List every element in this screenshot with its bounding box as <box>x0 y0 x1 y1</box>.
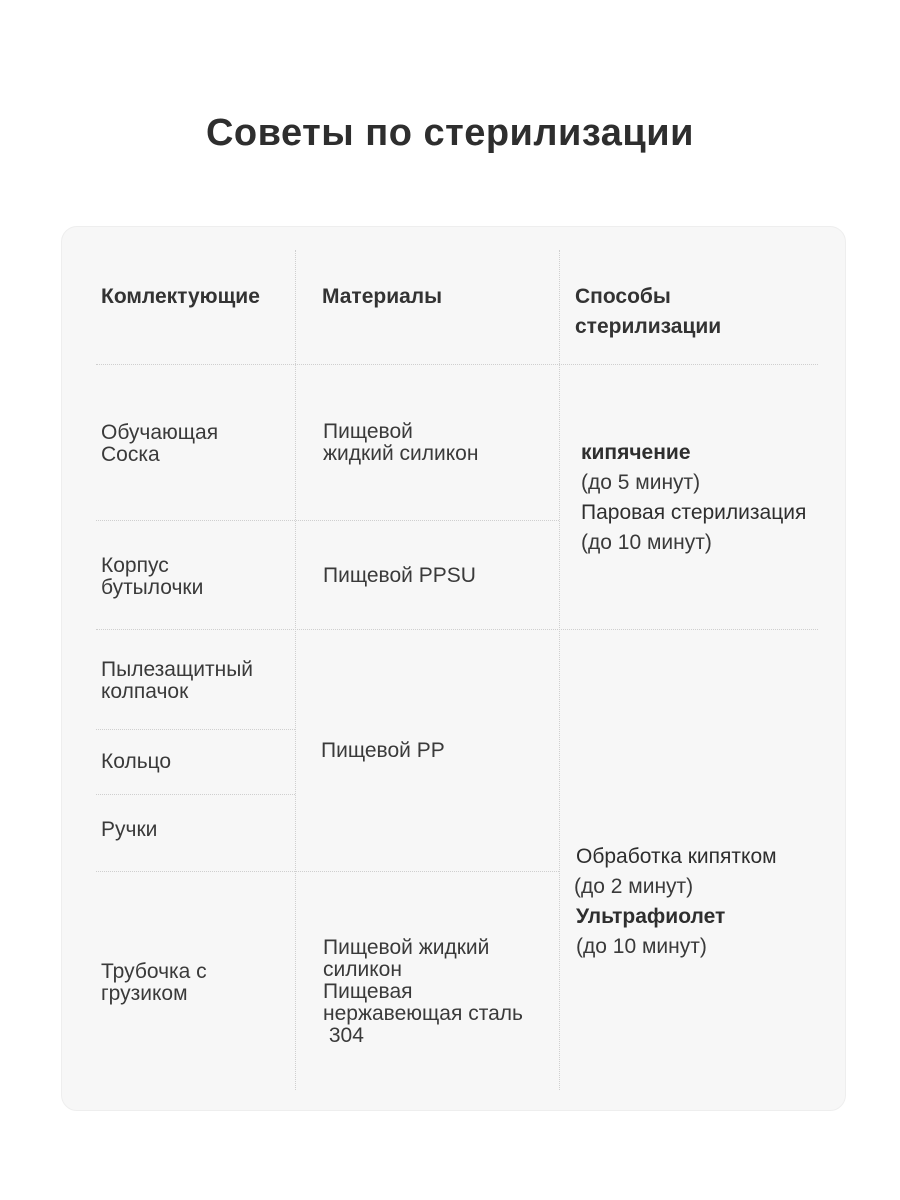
column-divider <box>295 250 296 1090</box>
component-straw-weight: Трубочка с грузиком <box>101 960 207 1005</box>
row-divider <box>96 364 818 365</box>
component-bottle-body: Корпус бутылочки <box>101 554 204 599</box>
material-ppsu: Пищевой PPSU <box>323 564 476 587</box>
material-liquid-silicone: Пищевой жидкий силикон <box>323 420 479 465</box>
material-silicone-steel: Пищевой жидкий силикон Пищевая нержавеющая сталь 304 <box>323 936 523 1047</box>
component-dust-cap: Пылезащитный колпачок <box>101 658 254 703</box>
header-materials: Материалы <box>322 285 443 308</box>
component-teat: Обучающая Соска <box>101 421 219 466</box>
methods-group-2: Обработка кипятком (до 2 минут) Ультрафиолет (до 10 минут) <box>574 845 777 958</box>
header-methods: Способы стерилизации <box>575 285 722 338</box>
row-divider <box>96 794 295 795</box>
row-divider <box>96 729 295 730</box>
material-pp: Пищевой PP <box>321 739 445 762</box>
page-title: Советы по стерилизации <box>205 112 695 154</box>
row-divider <box>96 871 559 872</box>
component-handles: Ручки <box>101 818 158 841</box>
row-divider <box>96 629 818 630</box>
row-divider <box>96 520 559 521</box>
component-ring: Кольцо <box>101 750 172 773</box>
header-components: Комлектующие <box>101 285 260 308</box>
column-divider <box>559 250 560 1090</box>
methods-group-1: кипячение (до 5 минут) Паровая стерилизация (до 10 минут) <box>581 441 807 554</box>
